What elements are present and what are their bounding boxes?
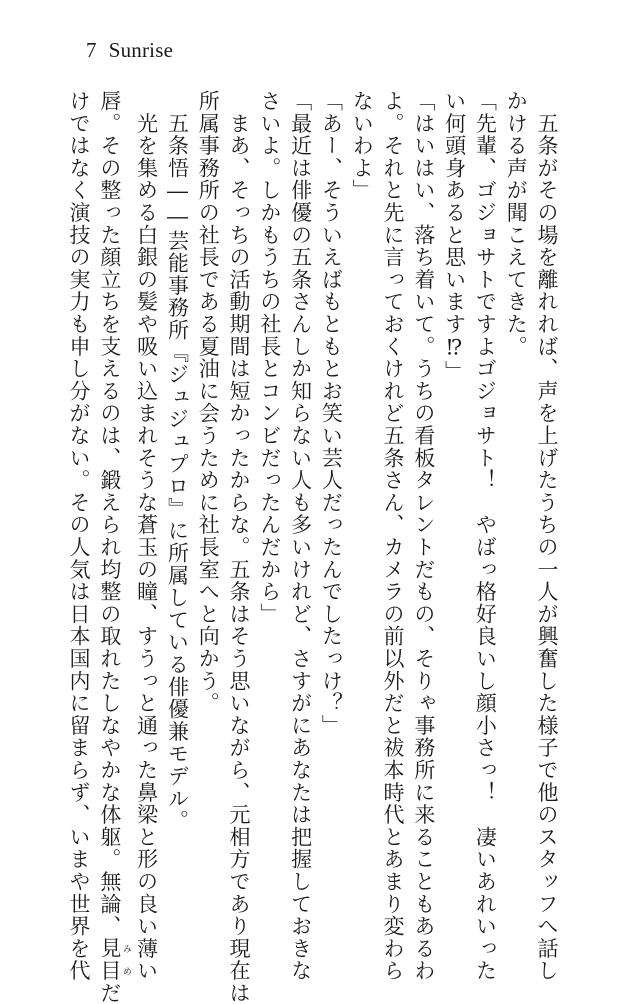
text-line: けではなく演技の実力も申し分がない。その人気は日本国内に留まらず、いまや世界を代 [67, 90, 92, 982]
text-line: い何頭身あると思います⁉」 [442, 90, 467, 383]
text-line: 五条がその場を離れれば、声を上げたうちの一人が興奮した様子で他のスタッフへ話し [535, 90, 559, 982]
text-line: 唇。その整った顔立ちを支えるのは、鍛えられ均整の取れたしなやかな体躯。無論、見目 みめだ [97, 90, 131, 1004]
vertical-body-text [67, 90, 562, 1004]
page-number: 7 [86, 38, 97, 62]
text-line: 「あー、そういえばもともとお笑い芸人だったんでしたっけ？」 [319, 90, 344, 737]
text-line: ないわよ」 [350, 90, 375, 202]
text-line: 「先輩、ゴジョサトですよゴジョサト！ やばっ格好良いし顔小さっ！ 凄いあれいった [473, 90, 498, 982]
running-header [86, 40, 173, 61]
text-line: 「はいはい、落ち着いて。うちの看板タレントだもの、そりゃ事務所に来ることもあるわ [411, 90, 436, 982]
text-line: まあ、そっちの活動期間は短かったからな。五条はそう思いながら、元相方であり現在は [227, 90, 252, 1004]
ruby-reading: みめ [120, 937, 131, 982]
text-line: かける声が聞こえてきた。 [504, 90, 529, 358]
text-line: さいよ。しかもうちの社長とコンビだったんだから」 [257, 90, 282, 626]
text-line: よ。それと先に言っておくけれど五条さん、カメラの前以外だと祓本時代とあまり変わら [381, 90, 406, 982]
text-line: 所属事務所の社長である夏油に会うために社長室へと向かう。 [196, 90, 221, 715]
chapter-title: Sunrise [108, 38, 174, 62]
text-line: 五条悟――芸能事務所『ジュジュプロ』に所属している俳優兼モデル。 [165, 90, 190, 832]
text-line: 「最近は俳優の五条さんしか知らない人も多いけれど、さすがにあなたは把握しておきな [288, 90, 313, 982]
ruby-annotation: 見目 みめ [97, 937, 131, 983]
text-line: 光を集める白銀の髪や吸い込まれそうな蒼玉の瞳、すうっと通った鼻梁と形の良い薄い [134, 90, 159, 982]
